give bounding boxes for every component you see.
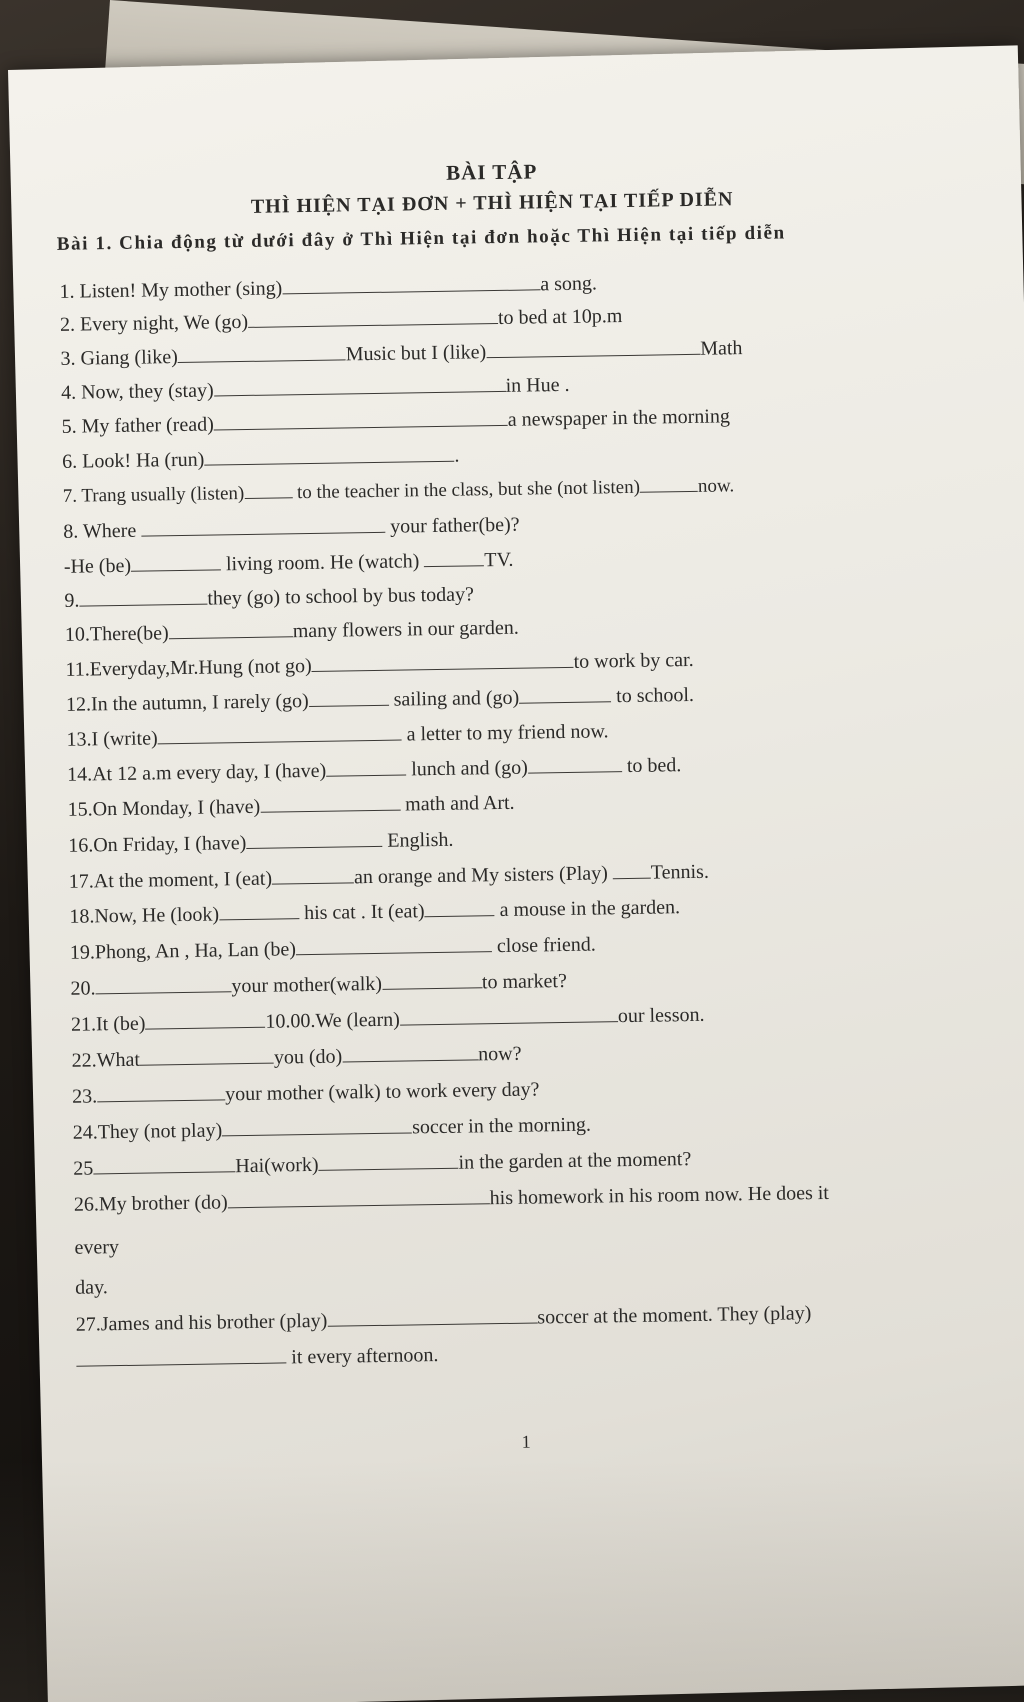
question-line: 9. they (go) to school by bus today? — [64, 583, 475, 612]
question-line: 1. Listen! My mother (sing) a song. — [59, 272, 598, 303]
question-line: 14.At 12 a.m every day, I (have) lunch and (go) to bed. — [66, 754, 682, 786]
question-line: 5. My father (read) a newspaper in the morning — [61, 405, 731, 438]
question-line: every — [74, 1236, 120, 1259]
answer-blank[interactable] — [248, 307, 498, 328]
question-line: 21.It (be) 10.00.We (learn) our lesson. — [70, 1003, 705, 1036]
question-line: 4. Now, they (stay) in Hue . — [60, 373, 570, 404]
answer-blank[interactable] — [95, 975, 231, 994]
answer-blank[interactable] — [204, 445, 454, 466]
answer-blank[interactable] — [140, 1047, 274, 1066]
answer-blank[interactable] — [222, 1116, 412, 1136]
answer-blank[interactable] — [486, 338, 700, 358]
answer-blank[interactable] — [93, 1155, 235, 1174]
question-line: 11.Everyday,Mr.Hung (not go) to work by car. — [65, 648, 694, 681]
answer-blank[interactable] — [246, 830, 382, 849]
question-line: 23. your mother (walk) to work every day? — [72, 1078, 540, 1108]
answer-blank[interactable] — [296, 935, 492, 955]
worksheet-subtitle: THÌ HIỆN TẠI ĐƠN + THÌ HIỆN TẠI TIẾP DIỄN — [250, 188, 734, 218]
answer-blank[interactable] — [640, 475, 698, 493]
question-line: 17.At the moment, I (eat) an orange and My sisters (Play) Tennis. — [68, 860, 710, 893]
question-line: 15.On Monday, I (have) math and Art. — [67, 791, 515, 821]
question-line: 3. Giang (like) Music but I (like) Math — [60, 337, 743, 370]
answer-blank[interactable] — [400, 1005, 618, 1025]
question-line: 27.James and his brother (play) soccer at the moment. They (play) — [75, 1302, 812, 1336]
answer-blank[interactable] — [97, 1083, 225, 1102]
question-line: 16.On Friday, I (have) English. — [68, 828, 454, 857]
question-line: 24.They (not play) soccer in the morning. — [72, 1113, 592, 1144]
question-line: 13.I (write) a letter to my friend now. — [66, 720, 609, 751]
question-line: 7. Trang usually (listen) to the teacher in the class, but she (not listen) now. — [62, 475, 735, 507]
answer-blank[interactable] — [214, 409, 508, 431]
answer-blank[interactable] — [131, 553, 221, 571]
answer-blank[interactable] — [327, 1306, 537, 1326]
question-line: 25 Hai(work) in the garden at the moment? — [73, 1148, 692, 1180]
question-line: 10.There(be) many flowers in our garden. — [64, 616, 519, 646]
answer-blank[interactable] — [244, 481, 292, 499]
answer-blank[interactable] — [219, 902, 299, 920]
question-line: 12.In the autumn, I rarely (go) sailing and (go) to school. — [65, 683, 695, 716]
answer-blank[interactable] — [326, 758, 406, 776]
answer-blank[interactable] — [318, 1152, 458, 1171]
question-line: 2. Every night, We (go) to bed at 10p.m — [59, 305, 623, 336]
answer-blank[interactable] — [528, 755, 622, 773]
answer-blank[interactable] — [272, 866, 354, 884]
page-number: 1 — [521, 1431, 531, 1452]
question-line: 18.Now, He (look) his cat . It (eat) a mouse in the garden. — [69, 896, 681, 928]
question-line: -He (be) living room. He (watch) TV. — [63, 548, 514, 578]
answer-blank[interactable] — [145, 1011, 265, 1030]
answer-blank[interactable] — [613, 862, 651, 880]
exercise-heading: Bài 1. Chia động từ dưới đây ở Thì Hiện tại đơn hoặc Thì Hiện tại tiếp diễn — [56, 222, 786, 255]
worksheet-title: BÀI TẬP — [445, 159, 538, 185]
question-line: 6. Look! Ha (run) . — [62, 444, 460, 473]
answer-blank[interactable] — [382, 971, 482, 990]
answer-blank[interactable] — [282, 273, 540, 294]
question-line: day. — [75, 1276, 108, 1299]
answer-blank[interactable] — [178, 343, 346, 363]
question-line: 8. Where your father(be)? — [63, 513, 520, 543]
answer-blank[interactable] — [424, 899, 494, 917]
answer-blank[interactable] — [76, 1346, 286, 1366]
question-line: 22.What you (do) now? — [71, 1042, 522, 1072]
answer-blank[interactable] — [141, 516, 385, 537]
answer-blank[interactable] — [169, 620, 293, 639]
question-line: it every afternoon. — [76, 1334, 976, 1374]
answer-blank[interactable] — [309, 689, 389, 707]
answer-blank[interactable] — [424, 549, 484, 567]
answer-blank[interactable] — [228, 1187, 490, 1208]
question-line: 19.Phong, An , Ha, Lan (be) close friend. — [69, 933, 596, 964]
answer-blank[interactable] — [260, 794, 400, 813]
question-line: 26.My brother (do) his homework in his room now. He does it — [73, 1181, 830, 1216]
answer-blank[interactable] — [79, 588, 207, 607]
answer-blank[interactable] — [342, 1043, 478, 1062]
answer-blank[interactable] — [519, 685, 611, 703]
question-line: 20. your mother(walk) to market? — [70, 969, 568, 1000]
answer-blank[interactable] — [312, 651, 574, 672]
answer-blank[interactable] — [213, 375, 505, 397]
answer-blank[interactable] — [157, 724, 401, 745]
